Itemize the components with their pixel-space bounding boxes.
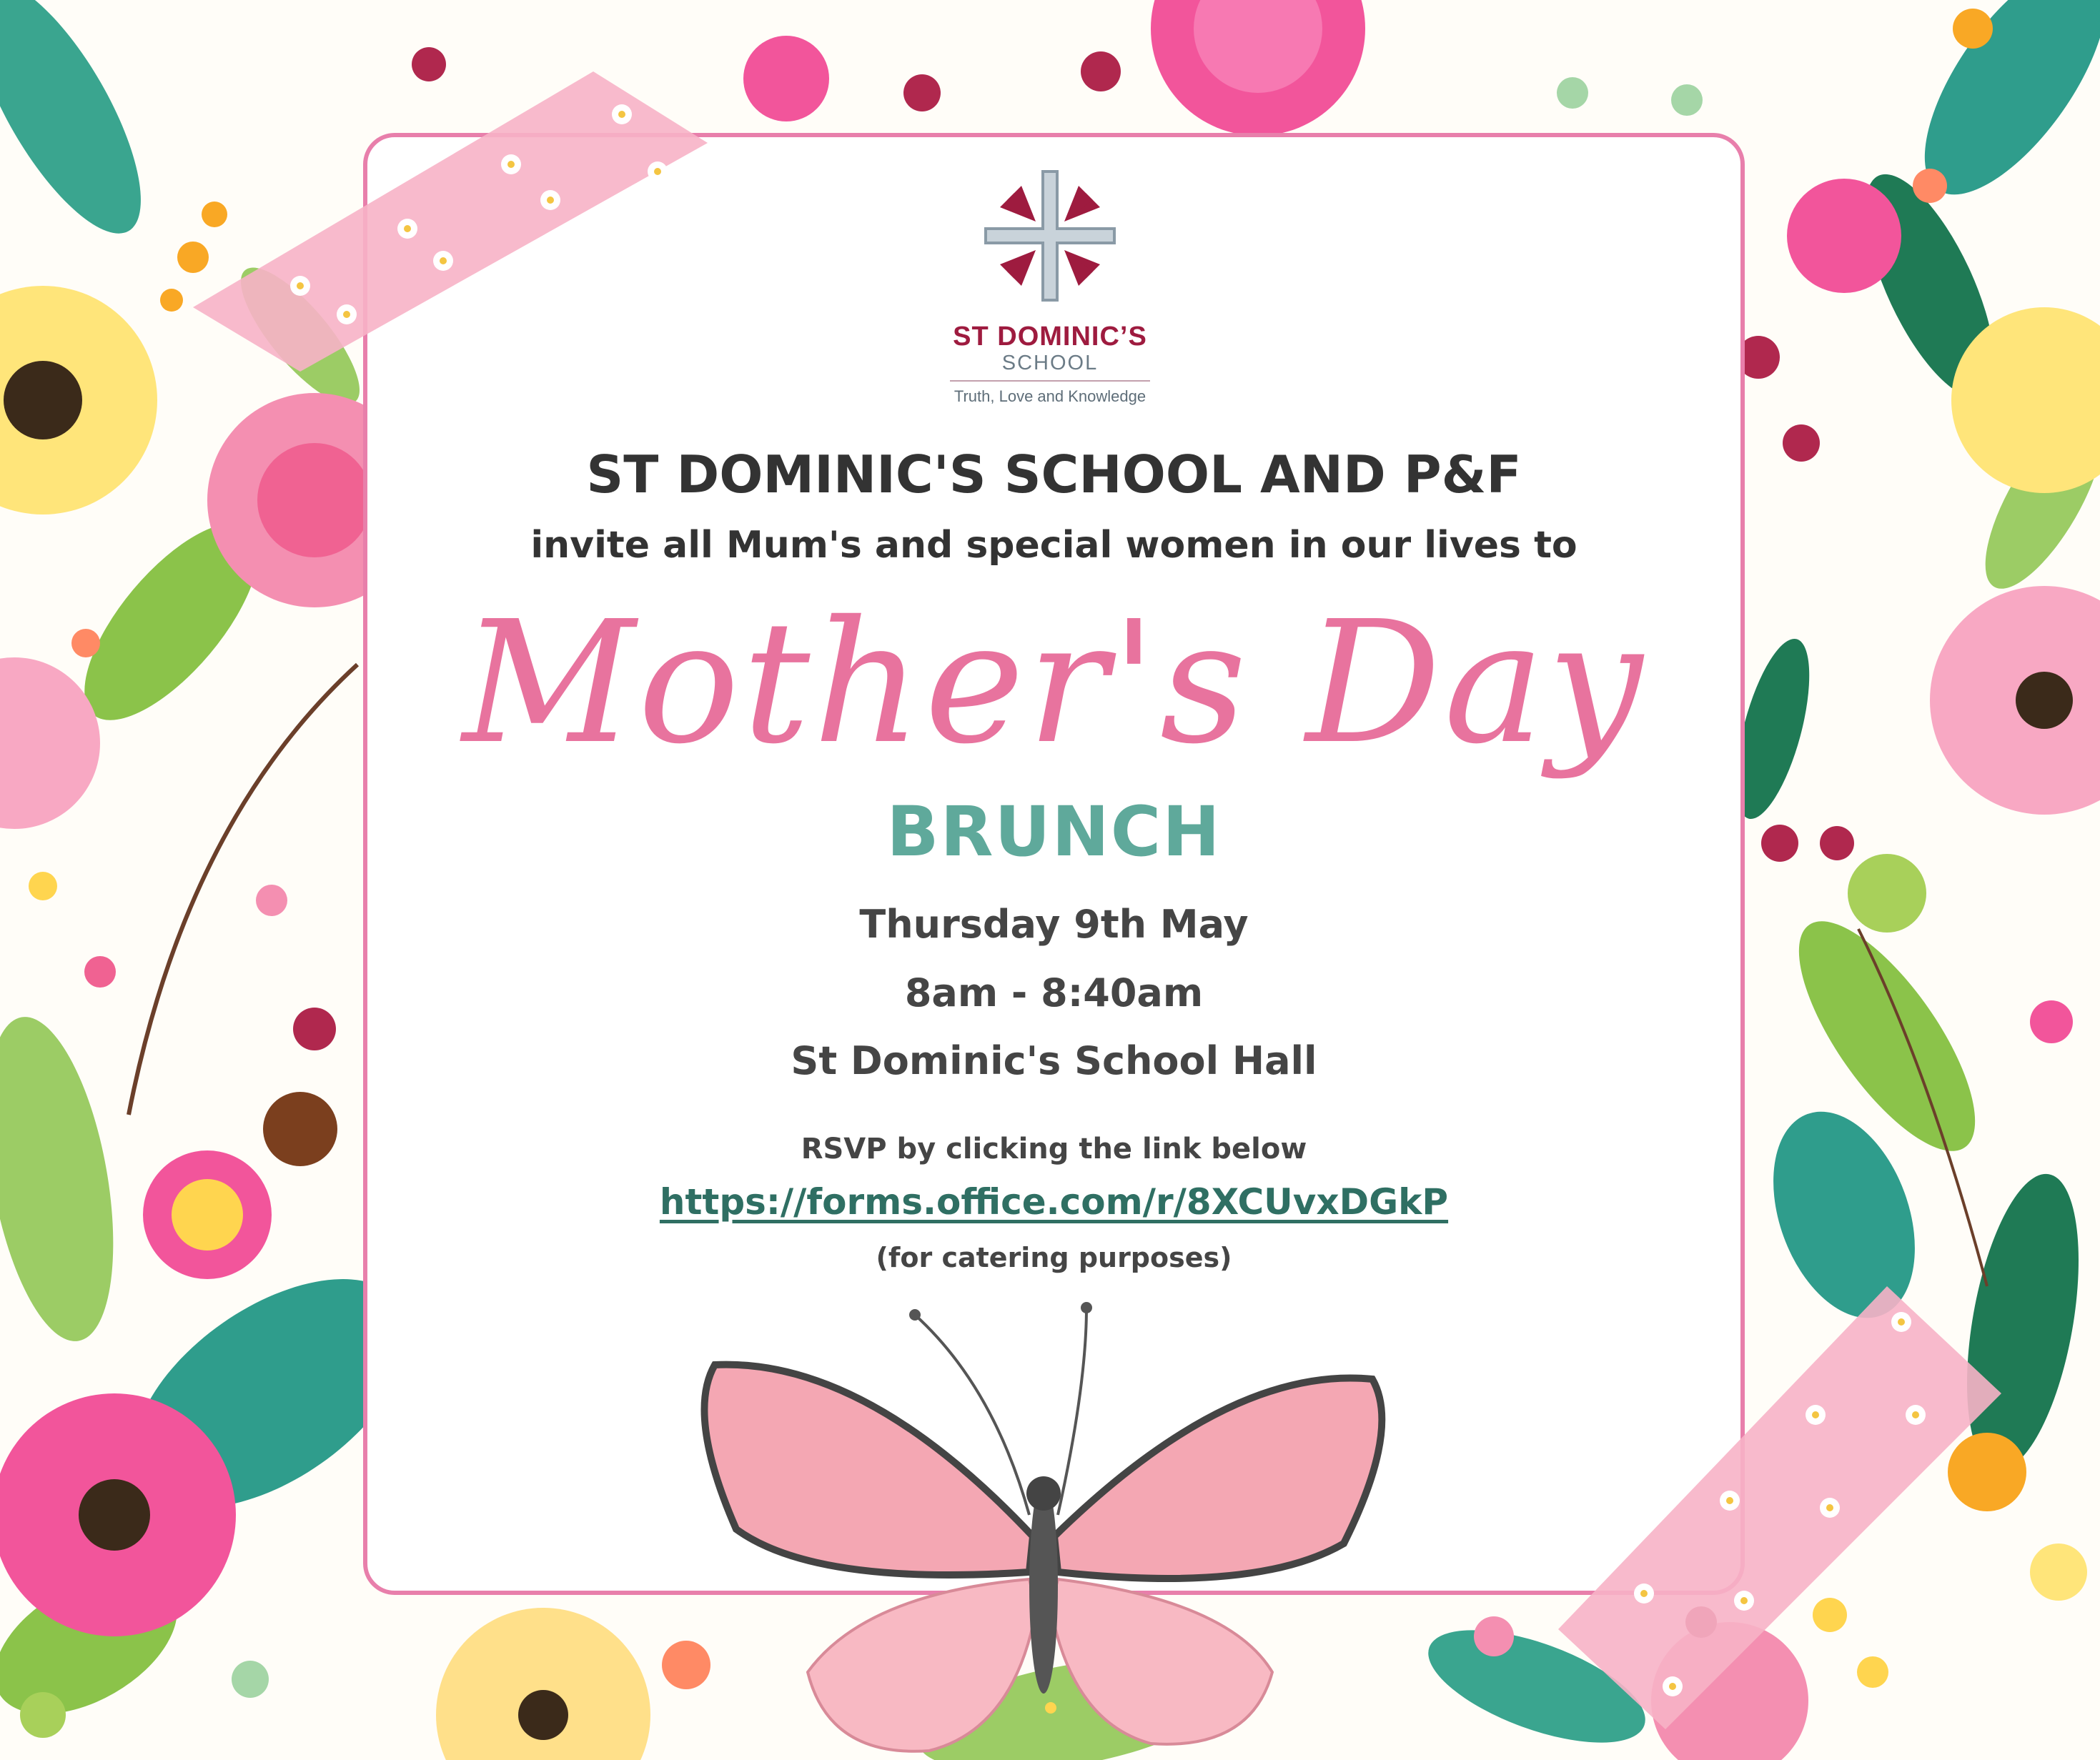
event-venue: St Dominic's School Hall <box>791 1038 1317 1083</box>
event-date: Thursday 9th May <box>859 902 1249 947</box>
rsvp-link[interactable]: https://forms.office.com/r/8XCUvxDGkP <box>659 1181 1449 1223</box>
event-time: 8am - 8:40am <box>904 970 1204 1015</box>
washi-tape-top-left <box>193 71 708 372</box>
logo-school-word: SCHOOL <box>1001 352 1099 374</box>
washi-tape-bottom-right <box>1558 1286 2001 1729</box>
invite-subheading: invite all Mum's and special women in our lives to <box>530 524 1578 567</box>
catering-note: (for catering purposes) <box>876 1242 1232 1273</box>
brunch-title: BRUNCH <box>886 792 1222 872</box>
logo-motto: Truth, Love and Knowledge <box>954 387 1146 405</box>
cross-emblem-icon <box>979 164 1121 307</box>
butterfly-icon <box>686 1301 1401 1758</box>
logo-school-name: ST DOMINIC’S <box>953 322 1147 352</box>
mothers-day-title: Mother's Day <box>462 585 1646 781</box>
school-logo <box>904 164 1196 411</box>
invite-heading: ST DOMINIC'S SCHOOL AND P&F <box>586 444 1522 504</box>
logo-divider <box>950 380 1150 382</box>
rsvp-prompt: RSVP by clicking the link below <box>801 1133 1307 1165</box>
